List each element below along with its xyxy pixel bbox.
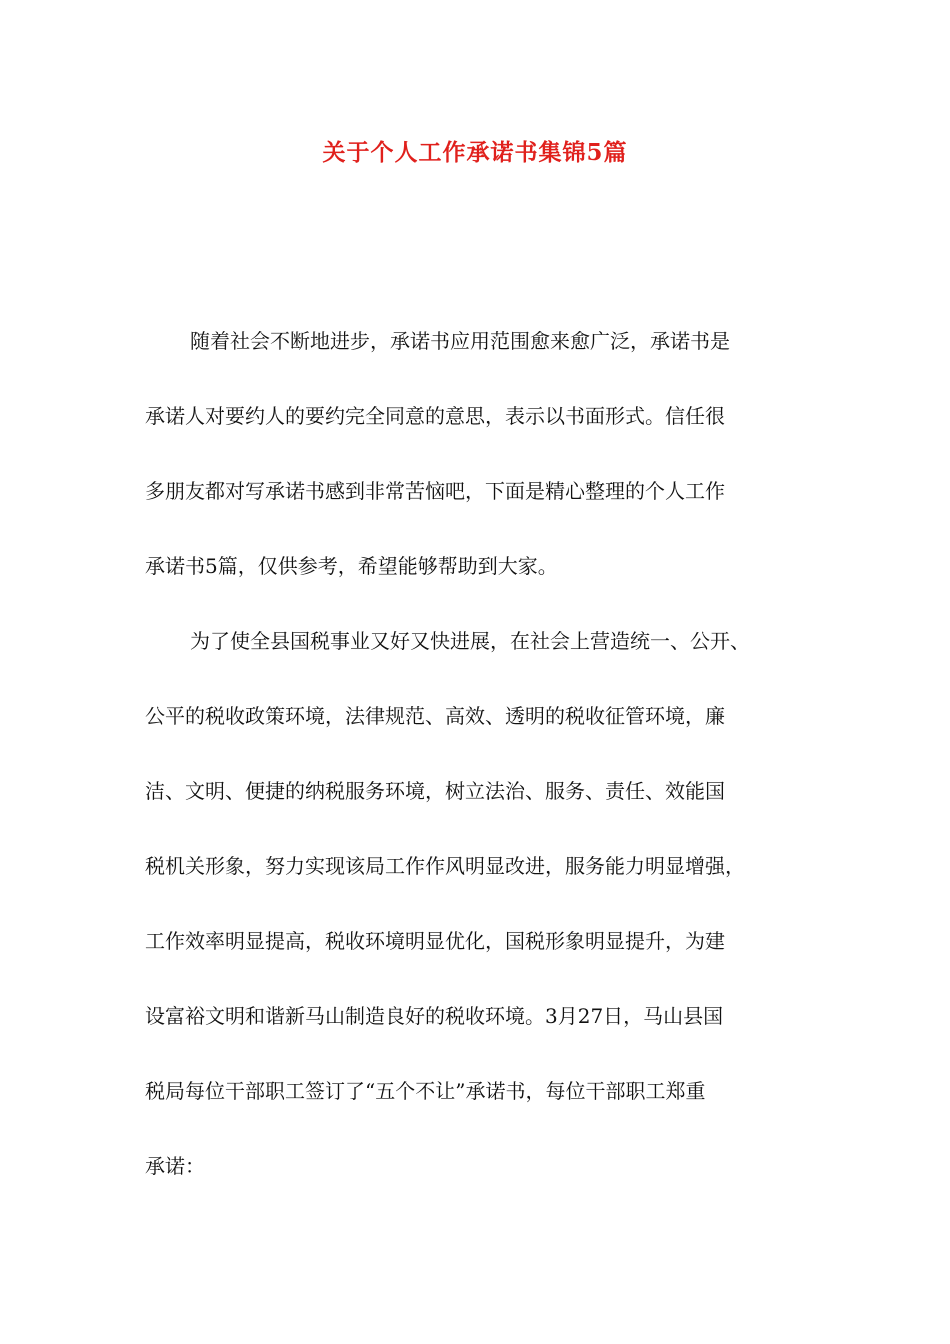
paragraph-2-line-1: 为了使全县国税事业又好又快进展，在社会上营造统一、公开、 <box>190 629 750 653</box>
paragraph-2-line-2: 公平的税收政策环境，法律规范、高效、透明的税收征管环境，廉 <box>145 704 725 728</box>
paragraph-2-line-3: 洁、文明、便捷的纳税服务环境，树立法治、服务、责任、效能国 <box>145 779 725 803</box>
paragraph-2-line-8: 承诺： <box>145 1154 205 1178</box>
paragraph-1-line-4: 承诺书5篇，仅供参考，希望能够帮助到大家。 <box>145 554 558 578</box>
paragraph-1-line-2: 承诺人对要约人的要约完全同意的意思，表示以书面形式。信任很 <box>145 404 725 428</box>
paragraph-2-line-5: 工作效率明显提高，税收环境明显优化，国税形象明显提升，为建 <box>145 929 725 953</box>
document-title: 关于个人工作承诺书集锦5篇 <box>322 139 628 166</box>
paragraph-2-line-6: 设富裕文明和谐新马山制造良好的税收环境。3月27日，马山县国 <box>145 1004 724 1028</box>
paragraph-2-line-7: 税局每位干部职工签订了“五个不让”承诺书，每位干部职工郑重 <box>145 1079 706 1103</box>
paragraph-1-line-3: 多朋友都对写承诺书感到非常苦恼吧，下面是精心整理的个人工作 <box>145 479 725 503</box>
paragraph-1-line-1: 随着社会不断地进步，承诺书应用范围愈来愈广泛，承诺书是 <box>190 329 730 353</box>
paragraph-2-line-4: 税机关形象，努力实现该局工作作风明显改进，服务能力明显增强， <box>145 854 745 878</box>
